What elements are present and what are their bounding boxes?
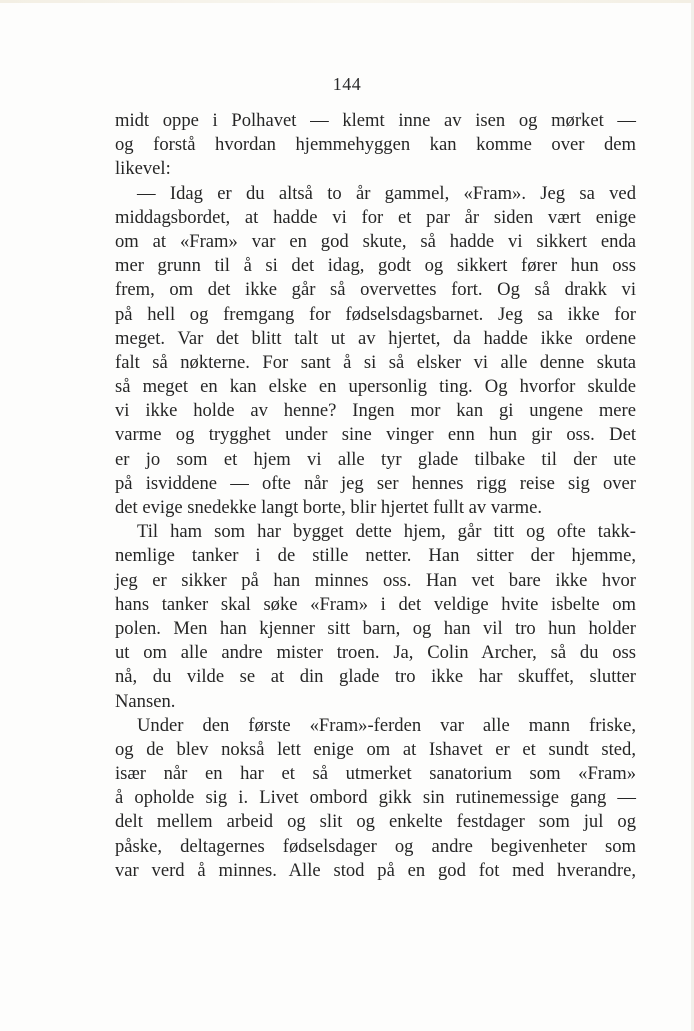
text-line: likevel: bbox=[115, 158, 171, 180]
text-line: er jo som et hjem vi alle tyr glade tilbake til der ute bbox=[115, 448, 636, 470]
text-line: så meget en kan elske en upersonlig ting. Og hvorfor skulde bbox=[115, 376, 636, 398]
text-line: polen. Men han kjenner sitt barn, og han vil tro hun holder bbox=[115, 617, 636, 639]
text-line: falt så nøkterne. For sant å si så elsker vi alle denne skuta bbox=[115, 351, 636, 373]
text-line: varme og trygghet under sine vinger enn hun gir oss. Det bbox=[115, 424, 636, 446]
text-line: å opholde sig i. Livet ombord gikk sin rutinemessige gang — bbox=[115, 787, 636, 809]
text-line: mer grunn til å si det idag, godt og sikkert fører hun oss bbox=[115, 255, 636, 277]
text-line: — Idag er du altså to år gammel, «Fram». Jeg sa ved bbox=[137, 182, 636, 204]
text-line: var verd å minnes. Alle stod på en god fot med hverandre, bbox=[115, 859, 636, 881]
text-line: Til ham som har bygget dette hjem, går titt og ofte takk- bbox=[137, 521, 636, 543]
page-number: 144 bbox=[332, 74, 362, 94]
text-line: hans tanker skal søke «Fram» i det veldige hvite isbelte om bbox=[115, 593, 636, 615]
text-line: det evige snedekke langt borte, blir hjertet fullt av varme. bbox=[115, 497, 542, 518]
text-line: nå, du vilde se at din glade tro ikke har skuffet, slutter bbox=[115, 666, 636, 688]
text-line: nemlige tanker i de stille netter. Han sitter der hjemme, bbox=[115, 545, 636, 567]
text-line: vi ikke holde av henne? Ingen mor kan gi ungene mere bbox=[115, 400, 636, 422]
text-line: Nansen. bbox=[115, 690, 176, 712]
text-line: jeg er sikker på han minnes oss. Han vet bare ikke hvor bbox=[115, 569, 636, 591]
text-line: frem, om det ikke går så overvettes fort. Og så drakk vi bbox=[115, 279, 636, 301]
text-line: delt mellem arbeid og slit og enkelte festdager som jul og bbox=[115, 811, 636, 833]
text-line: på isviddene — ofte når jeg ser hennes rigg reise sig over bbox=[115, 472, 636, 494]
text-line: midt oppe i Polhavet — klemt inne av isen og mørket — bbox=[115, 110, 636, 131]
text-line: Under den første «Fram»-ferden var alle mann friske, bbox=[137, 714, 636, 736]
text-line: påske, deltagernes fødselsdager og andre begivenheter som bbox=[115, 835, 636, 857]
text-line: og de blev nokså lett enige om at Ishavet er et sundt sted, bbox=[115, 738, 636, 760]
text-line: og forstå hvordan hjemmehyggen kan komme over dem bbox=[115, 134, 636, 156]
text-line: på hell og fremgang for fødselsdagsbarnet. Jeg sa ikke for bbox=[115, 303, 636, 325]
page-top-edge bbox=[0, 0, 694, 3]
body-text bbox=[115, 109, 636, 883]
text-line: ut om alle andre mister troen. Ja, Colin Archer, så du oss bbox=[115, 642, 636, 664]
text-line: meget. Var det blitt talt ut av hjertet, da hadde ikke ordene bbox=[115, 327, 636, 349]
text-line: især når en har et så utmerket sanatorium som «Fram» bbox=[115, 763, 636, 785]
text-line: middagsbordet, at hadde vi for et par år siden vært enige bbox=[115, 206, 636, 228]
text-line: om at «Fram» var en god skute, så hadde vi sikkert enda bbox=[115, 230, 636, 252]
